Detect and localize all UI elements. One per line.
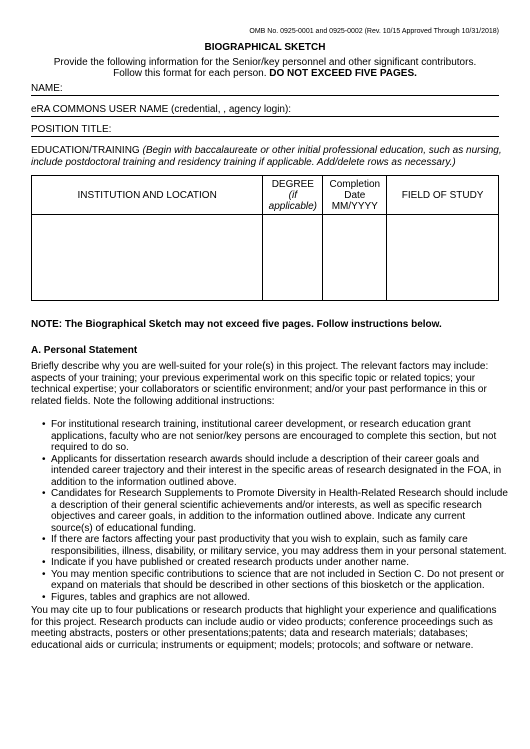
list-item	[43, 569, 509, 592]
education-table-header	[32, 176, 499, 215]
col-institution: INSTITUTION AND LOCATION	[32, 176, 263, 215]
completion-date-cell[interactable]	[323, 215, 387, 301]
bullet-icon: •	[42, 419, 46, 430]
col-completion-date	[323, 176, 387, 215]
list-item	[43, 592, 509, 604]
personal-statement-intro: Briefly describe why you are well-suited for your role(s) in this project. The relevant factors may include: aspects of your training; your previous experimental work on this specific topic or related topics; your technical expertise; your collaborators or scientific environment; and/or your past performance in this or related fields. Note the following additional instructions:	[31, 361, 489, 407]
list-item	[43, 454, 509, 489]
personal-statement-instructions	[43, 419, 509, 603]
section-a-heading: A. Personal Statement	[31, 345, 138, 356]
education-heading	[31, 145, 509, 169]
completion-label-3: MM/YYYY	[331, 200, 378, 212]
education-instruction: (Begin with baccalaureate or other initial professional education, such as nursing, include postdoctoral training and residency training if applicable. Add/delete rows as necessary.)	[31, 145, 502, 168]
page-limit-warning: DO NOT EXCEED FIVE PAGES.	[269, 68, 417, 79]
list-item-text: Figures, tables and graphics are not allowed.	[51, 591, 251, 603]
list-item	[43, 488, 509, 534]
completion-label-1: Completion	[329, 178, 381, 190]
list-item-text: Applicants for dissertation research awards should include a description of their career goals and intended career trajectory and their interest in the specific areas of research designated in the FOA, in addition to the information outlined above.	[51, 453, 502, 488]
form-title: BIOGRAPHICAL SKETCH	[204, 42, 326, 53]
completion-label-2: Date	[344, 189, 366, 201]
col-degree	[263, 176, 323, 215]
bullet-icon: •	[42, 568, 46, 580]
bullet-icon: •	[42, 534, 46, 545]
field-of-study-cell[interactable]	[387, 215, 499, 301]
degree-label: DEGREE	[271, 178, 314, 190]
omb-number: OMB No. 0925-0001 and 0925-0002 (Rev. 10/15 Approved Through 10/31/2018)	[249, 28, 499, 35]
bullet-icon: •	[42, 591, 46, 603]
bullet-icon: •	[42, 488, 46, 499]
instructions-text: Follow this format for each person.	[113, 68, 267, 79]
list-item-text: If there are factors affecting your past productivity that you wish to explain, such as family care responsibilities, illness, disability, or military service, you may address them in your personal statement.	[51, 534, 507, 557]
position-title-label: POSITION TITLE:	[31, 124, 112, 135]
bullet-icon: •	[42, 557, 46, 568]
degree-note-1: (if	[288, 189, 297, 201]
position-title-field[interactable]	[31, 124, 499, 137]
era-commons-field[interactable]	[31, 104, 499, 117]
list-item	[43, 557, 509, 569]
degree-cell[interactable]	[263, 215, 323, 301]
list-item-text: You may mention specific contributions to science that are not included in Section C. Do not present or expand on materials that should be described in other sections of this biosketch or the application.	[51, 568, 505, 591]
institution-cell[interactable]	[32, 215, 263, 301]
personal-statement-closing: You may cite up to four publications or research products that highlight your experience and qualifications for this project. Research products can include audio or video products; conference proceedings such as meeting abstracts, posters or other presentations;patents; data and research materials; databases; educational aids or curricula; instruments or equipment; models; protocols; and software or netware.	[31, 605, 497, 651]
form-instructions-line1: Provide the following information for the Senior/key personnel and other significant contributors.	[53, 57, 477, 68]
five-page-note: NOTE: The Biographical Sketch may not exceed five pages. Follow instructions below.	[31, 319, 442, 330]
list-item-text: Candidates for Research Supplements to Promote Diversity in Health-Related Research should include a description of their general scientific achievements and/or interests, as well as specific research objectives and career goals, in addition to the information outlined above. Indicate any current source(s) of educational funding.	[51, 488, 508, 534]
degree-note-2: applicable)	[268, 200, 318, 212]
education-label: EDUCATION/TRAINING	[31, 145, 140, 156]
list-item-text: Indicate if you have published or created research products under another name.	[51, 557, 409, 568]
list-item	[43, 534, 509, 557]
era-commons-label: eRA COMMONS USER NAME (credential, , agency login):	[31, 104, 292, 115]
list-item	[43, 419, 509, 454]
col-field-of-study: FIELD OF STUDY	[387, 176, 499, 215]
form-instructions-line2	[0, 68, 530, 79]
list-item-text: For institutional research training, institutional career development, or research education grant applications, faculty who are not senior/key persons are encouraged to complete this section, but not required to do so.	[51, 419, 497, 453]
bullet-icon: •	[42, 453, 46, 465]
name-label: NAME:	[31, 83, 63, 94]
table-row	[32, 215, 499, 301]
name-field[interactable]	[31, 83, 499, 96]
education-table	[31, 175, 499, 301]
